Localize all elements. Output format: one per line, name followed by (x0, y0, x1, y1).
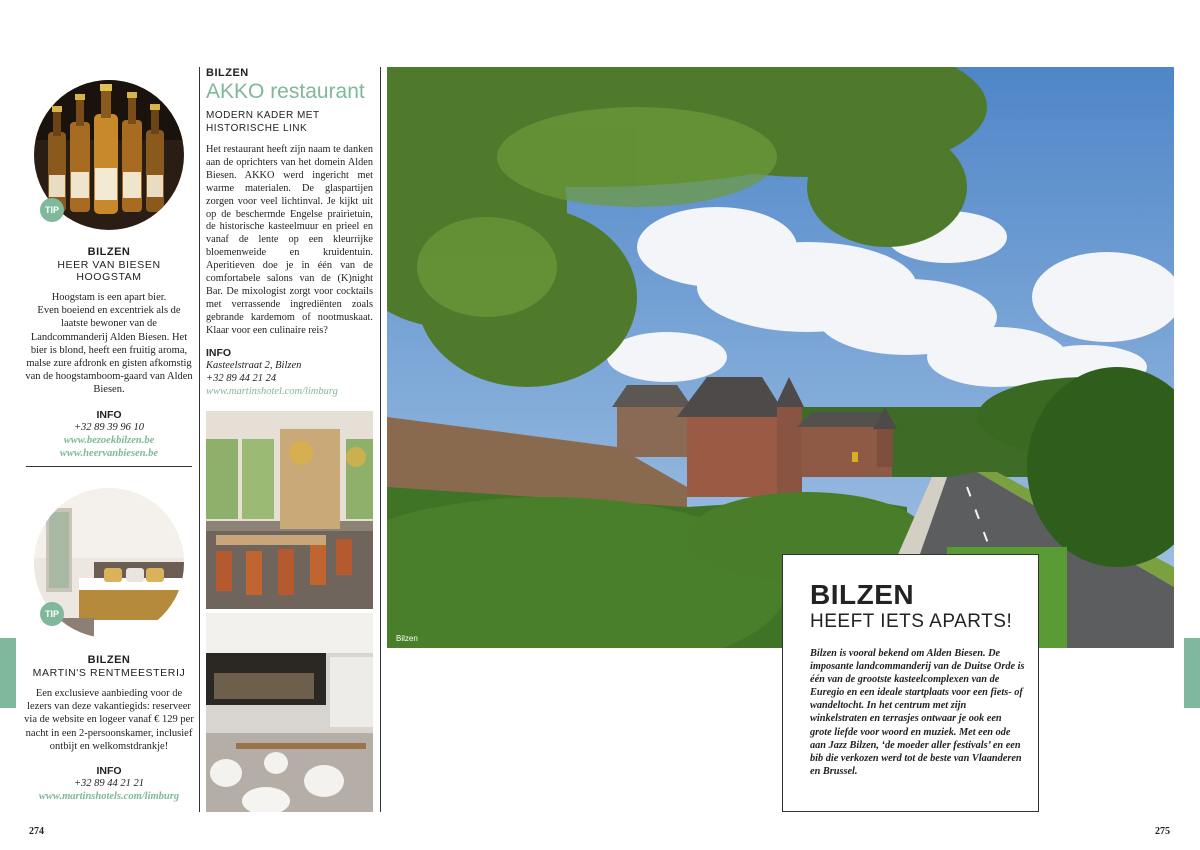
right-thumb-tab (1184, 638, 1200, 708)
block-body: Een exclusieve aanbieding voor de lezers van deze vakantiegids: reserveer via de website en logeer vanaf € 129 per nacht in een 2-persoonskamer, inclusief ontbijt en welkomstdrankje! (24, 688, 194, 752)
article-body: Het restaurant heeft zijn naam te danken aan de oprichters van het domein Alden Biesen. AKKO werd ingericht met warme materialen. De glaspartijen zorgen voor veel lichtinval. Je kijkt uit op de beschermde Engelse prairietuin, de historische kasteelmuur en prieel en vanaf de lente op een kleurrijke bloemenweide en kruidentuin. Aperitieven doe je in één van de comfortabele salons van de (K)night Bar. De mixologist zorgt voor cocktails met verrassende ingrediënten zoals gebrande kardemom of nootmuskaat. Klaar voor een culinaire reis? (206, 144, 373, 336)
photo-caption: Bilzen (396, 634, 418, 643)
intro-subtitle: HEEFT IETS APARTS! (810, 611, 1013, 632)
restaurant-article (206, 67, 373, 398)
page-number-left: 274 (29, 826, 44, 837)
page-number-right: 275 (1155, 826, 1170, 837)
divider (26, 466, 192, 467)
bilzen-castle-hero-photo (387, 67, 1174, 648)
column-rule (380, 67, 381, 812)
website-link[interactable]: www.martinshotel.com/limburg (206, 385, 338, 397)
phone-number: +32 89 39 96 10 (73, 421, 145, 433)
info-label: INFO (96, 765, 122, 778)
restaurant-bar-photo (206, 613, 373, 812)
tip-hotel-block (24, 488, 194, 803)
website-link[interactable]: www.martinshotels.com/limburg (38, 791, 180, 803)
phone-number: +32 89 44 21 21 (73, 778, 145, 790)
restaurant-dining-photo (206, 411, 373, 609)
tip-badge: TIP (40, 602, 64, 626)
block-subtitle: MARTIN'S RENTMEESTERIJ (32, 667, 186, 679)
intro-box (782, 554, 1039, 812)
block-body (24, 291, 194, 397)
website-link[interactable]: www.heervanbiesen.be (59, 447, 159, 459)
tip-beer-block (24, 80, 194, 460)
article-title: AKKO restaurant (206, 80, 365, 103)
website-link[interactable]: www.bezoekbilzen.be (63, 434, 155, 446)
intro-body: Bilzen is vooral bekend om Alden Biesen. De imposante landcommanderij van de Duitse Orde is één van de grootste kasteelcomplexen van de Euregio en een ideale startplaats voor een fiets- of wandeltocht. In het centrum met zijn winkelstraten en terrasjes ontwaar je ook een grote liefde voor woord en muziek. Met een ode aan Jazz Bilzen, ‘de moeder aller festivals’ en een bib die verkozen werd tot de beste van Vlaanderen en Brussel. (810, 648, 1025, 777)
phone-number: +32 89 44 21 24 (206, 372, 277, 384)
left-thumb-tab (0, 638, 16, 708)
column-rule (199, 67, 200, 812)
address: Kasteelstraat 2, Bilzen (206, 359, 302, 371)
info-label: INFO (96, 408, 122, 421)
body-line: Hoogstam is een apart bier. (51, 292, 167, 303)
info-label: INFO (206, 346, 232, 359)
block-subtitle: HEER VAN BIESEN HOOGSTAM (57, 259, 161, 283)
article-town: BILZEN (206, 67, 249, 79)
block-town: BILZEN (87, 654, 131, 666)
body-line: Even boeiend en excentriek als de laatste bewoner van de Landcommanderij Alden Biesen. Het bier is blond, heeft een fruitig aroma, malse zure afdronk en gisten afkomstig van de hoogstamboom-gaard van Alden Biesen. (25, 305, 193, 396)
block-town: BILZEN (87, 246, 131, 258)
intro-title: BILZEN (810, 579, 915, 610)
article-subtitle: MODERN KADER MET HISTORISCHE LINK (206, 110, 320, 134)
tip-badge: TIP (40, 198, 64, 222)
